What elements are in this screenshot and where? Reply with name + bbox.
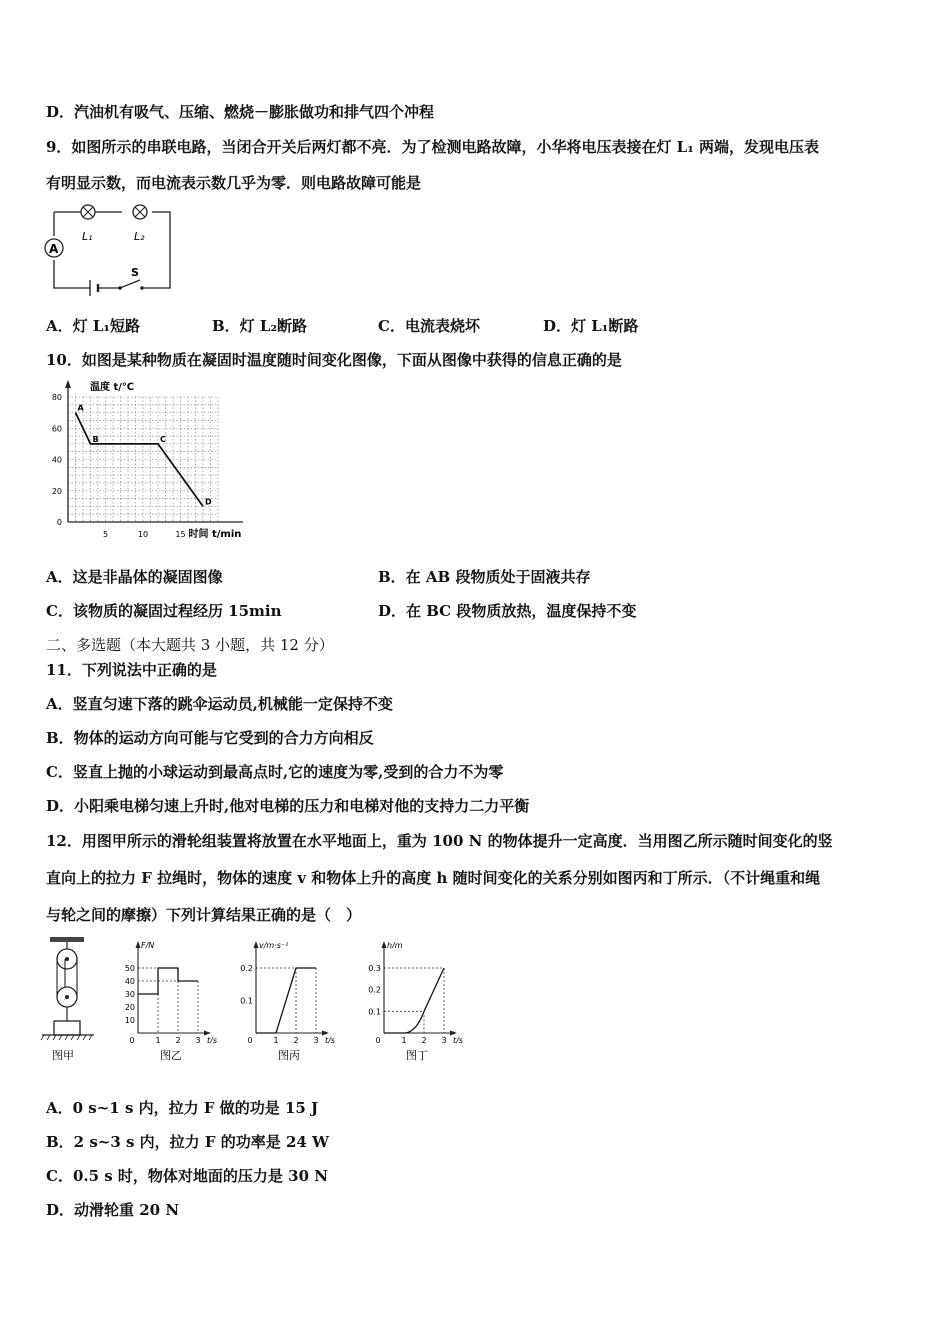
q12-force-chart	[118, 935, 218, 1065]
q9-option-a: A．灯 L₁短路	[46, 317, 140, 335]
caption: 图乙	[160, 1049, 182, 1062]
y-tick-label: 50	[124, 964, 135, 973]
point-label-d: D	[205, 497, 212, 507]
ceiling-bar	[50, 937, 84, 942]
y-tick-label: 10	[124, 1016, 135, 1025]
y-axis-label: 温度 t/℃	[90, 382, 135, 393]
switch-label: S	[131, 266, 139, 279]
y-axis-label: h/m	[387, 941, 403, 950]
q11-option-c: C．竖直上抛的小球运动到最高点时,它的速度为零,受到的合力不为零	[46, 763, 504, 781]
y-tick-label: 0.3	[368, 964, 381, 973]
y-axis-arrow	[382, 941, 387, 948]
ammeter-icon	[45, 239, 63, 257]
q12-velocity-chart	[232, 935, 342, 1065]
point-label-a: A	[77, 403, 84, 413]
x-tick-label: 5	[102, 530, 109, 539]
x-tick-label: 2	[293, 1036, 299, 1045]
weight-block	[54, 1021, 80, 1035]
guide-line	[158, 981, 198, 1033]
point-label-b: B	[92, 434, 99, 444]
point-label-c: C	[160, 434, 166, 444]
y-tick-label: 60	[51, 424, 62, 434]
x-tick-label: 1	[155, 1036, 161, 1045]
movable-pulley-icon	[57, 987, 77, 1007]
battery-icon	[90, 280, 98, 296]
y-tick-label: 20	[51, 486, 62, 496]
y-tick-label: 80	[51, 393, 62, 402]
x-tick-label: 15	[175, 530, 186, 539]
y-tick-label: 0.1	[368, 1007, 381, 1017]
fixed-pulley-icon	[57, 949, 77, 969]
x-tick-label: 0	[375, 1036, 381, 1045]
y-tick-label: 0	[56, 518, 62, 527]
x-tick-label: 3	[313, 1036, 319, 1045]
x-tick-label: 2	[421, 1036, 427, 1045]
q9-option-c: C．电流表烧坏	[378, 317, 480, 335]
q9-stem-line1: 9．如图所示的串联电路，当闭合开关后两灯都不亮．为了检测电路故障，小华将电压表接在灯 L₁ 两端，发现电压表	[46, 138, 820, 156]
x-tick-label: 3	[441, 1036, 447, 1045]
ammeter-label: A	[49, 242, 59, 256]
y-axis-label: v/m·s⁻¹	[259, 941, 289, 950]
x-axis-arrow	[204, 1031, 211, 1036]
caption: 图丁	[406, 1049, 428, 1062]
y-tick-label: 30	[124, 990, 135, 999]
lamp-l1-icon	[81, 205, 95, 219]
q11-stem: 11．下列说法中正确的是	[46, 661, 217, 679]
q10-stem: 10．如图是某种物质在凝固时温度随时间变化图像，下面从图像中获得的信息正确的是	[46, 351, 622, 369]
y-axis-arrow	[254, 941, 259, 948]
q9-circuit-figure	[42, 200, 182, 300]
guide-line	[384, 968, 444, 1033]
x-axis-label: t/s	[453, 1036, 463, 1045]
y-tick-label: 0.2	[368, 985, 381, 995]
q12-pulley-figure	[40, 935, 100, 1065]
q12-option-c: C．0.5 s 时，物体对地面的压力是 30 N	[46, 1167, 328, 1185]
x-tick-label: 0	[247, 1036, 253, 1045]
q10-cooling-chart	[40, 372, 270, 547]
q12-height-chart	[360, 935, 470, 1065]
y-tick-label: 40	[124, 977, 135, 986]
q10-option-d: D．在 BC 段物质放热，温度保持不变	[378, 602, 637, 620]
x-tick-label: 3	[195, 1036, 201, 1045]
lamp-l2-icon	[133, 205, 147, 219]
y-axis-arrow	[136, 941, 141, 948]
q12-stem-line2: 直向上的拉力 F 拉绳时，物体的速度 v 和物体上升的高度 h 随时间变化的关系分别如图丙和丁所示．（不计绳重和绳	[46, 869, 821, 887]
x-axis-label: 时间 t/min	[188, 529, 242, 540]
q9-option-b: B．灯 L₂断路	[212, 317, 308, 335]
q9-option-d: D．灯 L₁断路	[543, 317, 639, 335]
q11-option-a: A．竖直匀速下落的跳伞运动员,机械能一定保持不变	[46, 695, 393, 713]
q12-option-b: B．2 s~3 s 内，拉力 F 的功率是 24 W	[46, 1133, 329, 1151]
q9-stem-line2: 有明显示数，而电流表示数几乎为零．则电路故障可能是	[46, 174, 422, 192]
x-tick-label: 1	[273, 1036, 279, 1045]
y-tick-label: 40	[51, 455, 62, 465]
series-h	[384, 968, 444, 1033]
q8-option-d: D．汽油机有吸气、压缩、燃烧－膨胀做功和排气四个冲程	[46, 103, 435, 121]
x-tick-label: 10	[137, 530, 149, 539]
q12-stem-line3: 与轮之间的摩擦）下列计算结果正确的是（ ）	[46, 906, 362, 924]
y-axis-arrow	[65, 380, 71, 388]
y-tick-label: 0.1	[240, 996, 253, 1006]
x-tick-label: 1	[401, 1036, 407, 1045]
q11-option-b: B．物体的运动方向可能与它受到的合力方向相反	[46, 729, 374, 747]
x-tick-label: 2	[175, 1036, 181, 1045]
x-axis-label: t/s	[325, 1036, 335, 1045]
caption-jia: 图甲	[52, 1049, 74, 1062]
x-axis-arrow	[450, 1031, 457, 1036]
lamp-l2-label: L₂	[134, 230, 145, 243]
x-axis-label: t/s	[207, 1036, 217, 1045]
caption: 图丙	[278, 1049, 300, 1062]
q10-option-a: A．这是非晶体的凝固图像	[46, 568, 223, 586]
q10-option-c: C．该物质的凝固过程经历 15min	[46, 602, 282, 620]
section-title: 二、多选题（本大题共 3 小题，共 12 分）	[46, 636, 334, 654]
lamp-l1-label: L₁	[82, 230, 93, 243]
x-axis-arrow	[322, 1031, 329, 1036]
y-axis-label: F/N	[141, 941, 155, 950]
switch-icon	[118, 280, 144, 290]
y-tick-label: 0.2	[240, 964, 253, 973]
q10-option-b: B．在 AB 段物质处于固液共存	[378, 568, 591, 586]
x-tick-label: 0	[129, 1036, 135, 1045]
q12-stem-line1: 12．用图甲所示的滑轮组装置将放置在水平地面上，重为 100 N 的物体提升一定高度．当用图乙所示随时间变化的竖	[46, 832, 833, 850]
series-v	[256, 968, 316, 1033]
q12-option-d: D．动滑轮重 20 N	[46, 1201, 180, 1219]
q12-option-a: A．0 s~1 s 内，拉力 F 做的功是 15 J	[46, 1099, 319, 1117]
q11-option-d: D．小阳乘电梯匀速上升时,他对电梯的压力和电梯对他的支持力二力平衡	[46, 797, 530, 815]
y-tick-label: 20	[124, 1003, 135, 1012]
